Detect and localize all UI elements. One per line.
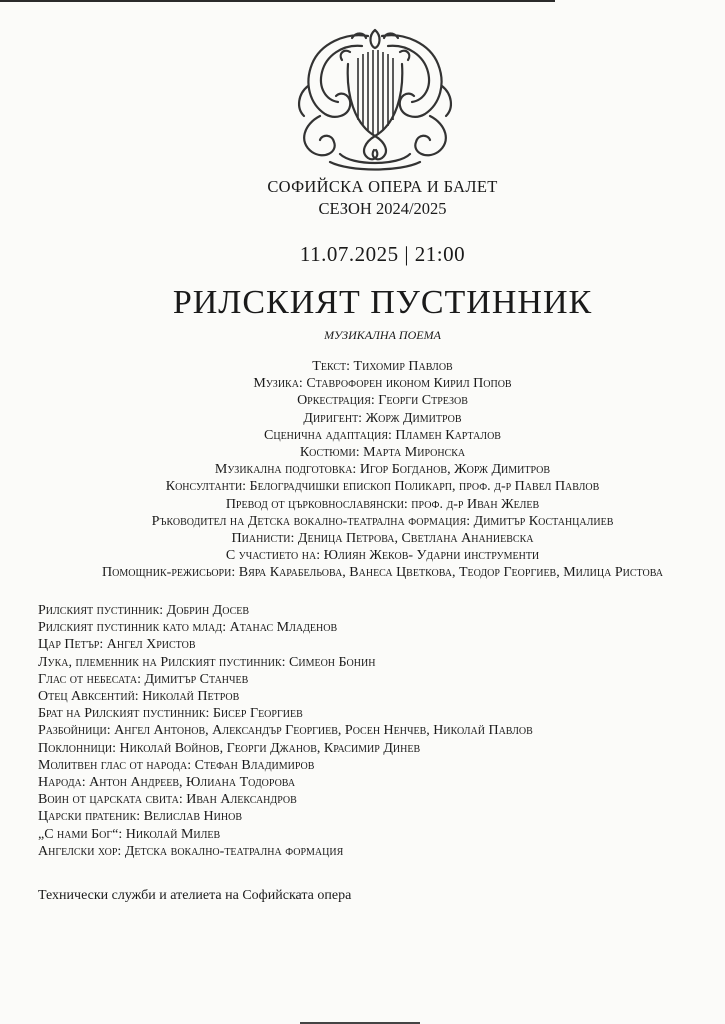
credit-line: Текст: Тихомир Павлов: [312, 359, 453, 374]
performance-datetime: [0, 242, 725, 267]
cast-line: Цар Петър: Ангел Христов: [38, 637, 196, 653]
header: [0, 176, 725, 220]
performance-time: 21:00: [414, 242, 466, 266]
cast-list: [38, 602, 718, 860]
cast-line: Отец Авксентий: Николай Петров: [38, 689, 240, 705]
credit-line: Диригент: Жорж Димитров: [303, 410, 462, 426]
footer-note: Технически служби и ателиета на Софийската опера: [38, 888, 352, 903]
credits-list: [0, 358, 725, 582]
cast-line: Брат на Рилският пустинник: Бисер Георгиев: [38, 706, 303, 722]
cast-line: Народа: Антон Андреев, Юлиана Тодорова: [38, 775, 296, 791]
top-edge-line: [0, 0, 555, 2]
cast-line: Молитвен глас от народа: Стефан Владимиров: [38, 757, 315, 773]
organization-name: СОФИЙСКА ОПЕРА И БАЛЕТ: [267, 177, 498, 196]
season-label: СЕЗОН 2024/2025: [318, 199, 447, 218]
lyre-emblem-icon: [290, 24, 460, 174]
credit-line: Ръководител на Детска вокално-театрална формация: Димитър Костанцалиев: [151, 513, 614, 529]
credit-line: Музика: Ставрофорен иконом Кирил Попов: [253, 376, 512, 392]
cast-line: Царски пратеник: Велислав Нинов: [38, 809, 243, 825]
performance-subtitle: МУЗИКАЛНА ПОЕМА: [324, 328, 441, 342]
credit-line: Превод от църковнославянски: проф. д-р Иван Желев: [225, 496, 540, 512]
cast-line: Поклонници: Николай Войнов, Георги Джанов, Красимир Динев: [38, 740, 421, 756]
performance-title: РИЛСКИЯТ ПУСТИННИК: [172, 284, 593, 321]
credit-line: Костюми: Марта Миронска: [299, 445, 466, 461]
credit-line: Консултанти: Белоградчишки епископ Поликарп, проф. д-р Павел Павлов: [165, 479, 600, 495]
credit-line: Сценична адаптация: Пламен Карталов: [264, 427, 501, 443]
datetime-separator: |: [404, 242, 410, 266]
cast-line: Лука, племенник на Рилският пустинник: Симеон Бонин: [38, 654, 376, 670]
cast-line: Рилският пустинник като млад: Атанас Младенов: [38, 620, 338, 636]
credit-line: Пианисти: Деница Петрова, Светлана Ананиевска: [231, 531, 534, 547]
credit-line: Помощник-режисьори: Вяра Карабельова, Ванеса Цветкова, Теодор Георгиев, Милица Ристова: [102, 565, 663, 581]
cast-line: Разбойници: Ангел Антонов, Александър Георгиев, Росен Ненчев, Николай Павлов: [38, 723, 533, 739]
cast-line: Воин от царската свита: Иван Александров: [38, 792, 297, 808]
credit-line: Оркестрация: Георги Стрезов: [297, 393, 468, 409]
credit-line: Музикална подготовка: Игор Богданов, Жорж Димитров: [214, 462, 551, 478]
cast-line: Ангелски хор: Детска вокално-театрална формация: [38, 843, 344, 859]
credit-line: С участието на: Юлиян Жеков- Ударни инструменти: [225, 548, 540, 564]
cast-line: „С нами Бог“: Николай Милев: [38, 826, 221, 842]
performance-date: 11.07.2025: [299, 242, 399, 266]
cast-line: Рилският пустинник: Добрин Досев: [38, 603, 250, 618]
cast-line: Глас от небесата: Димитър Станчев: [38, 671, 249, 687]
